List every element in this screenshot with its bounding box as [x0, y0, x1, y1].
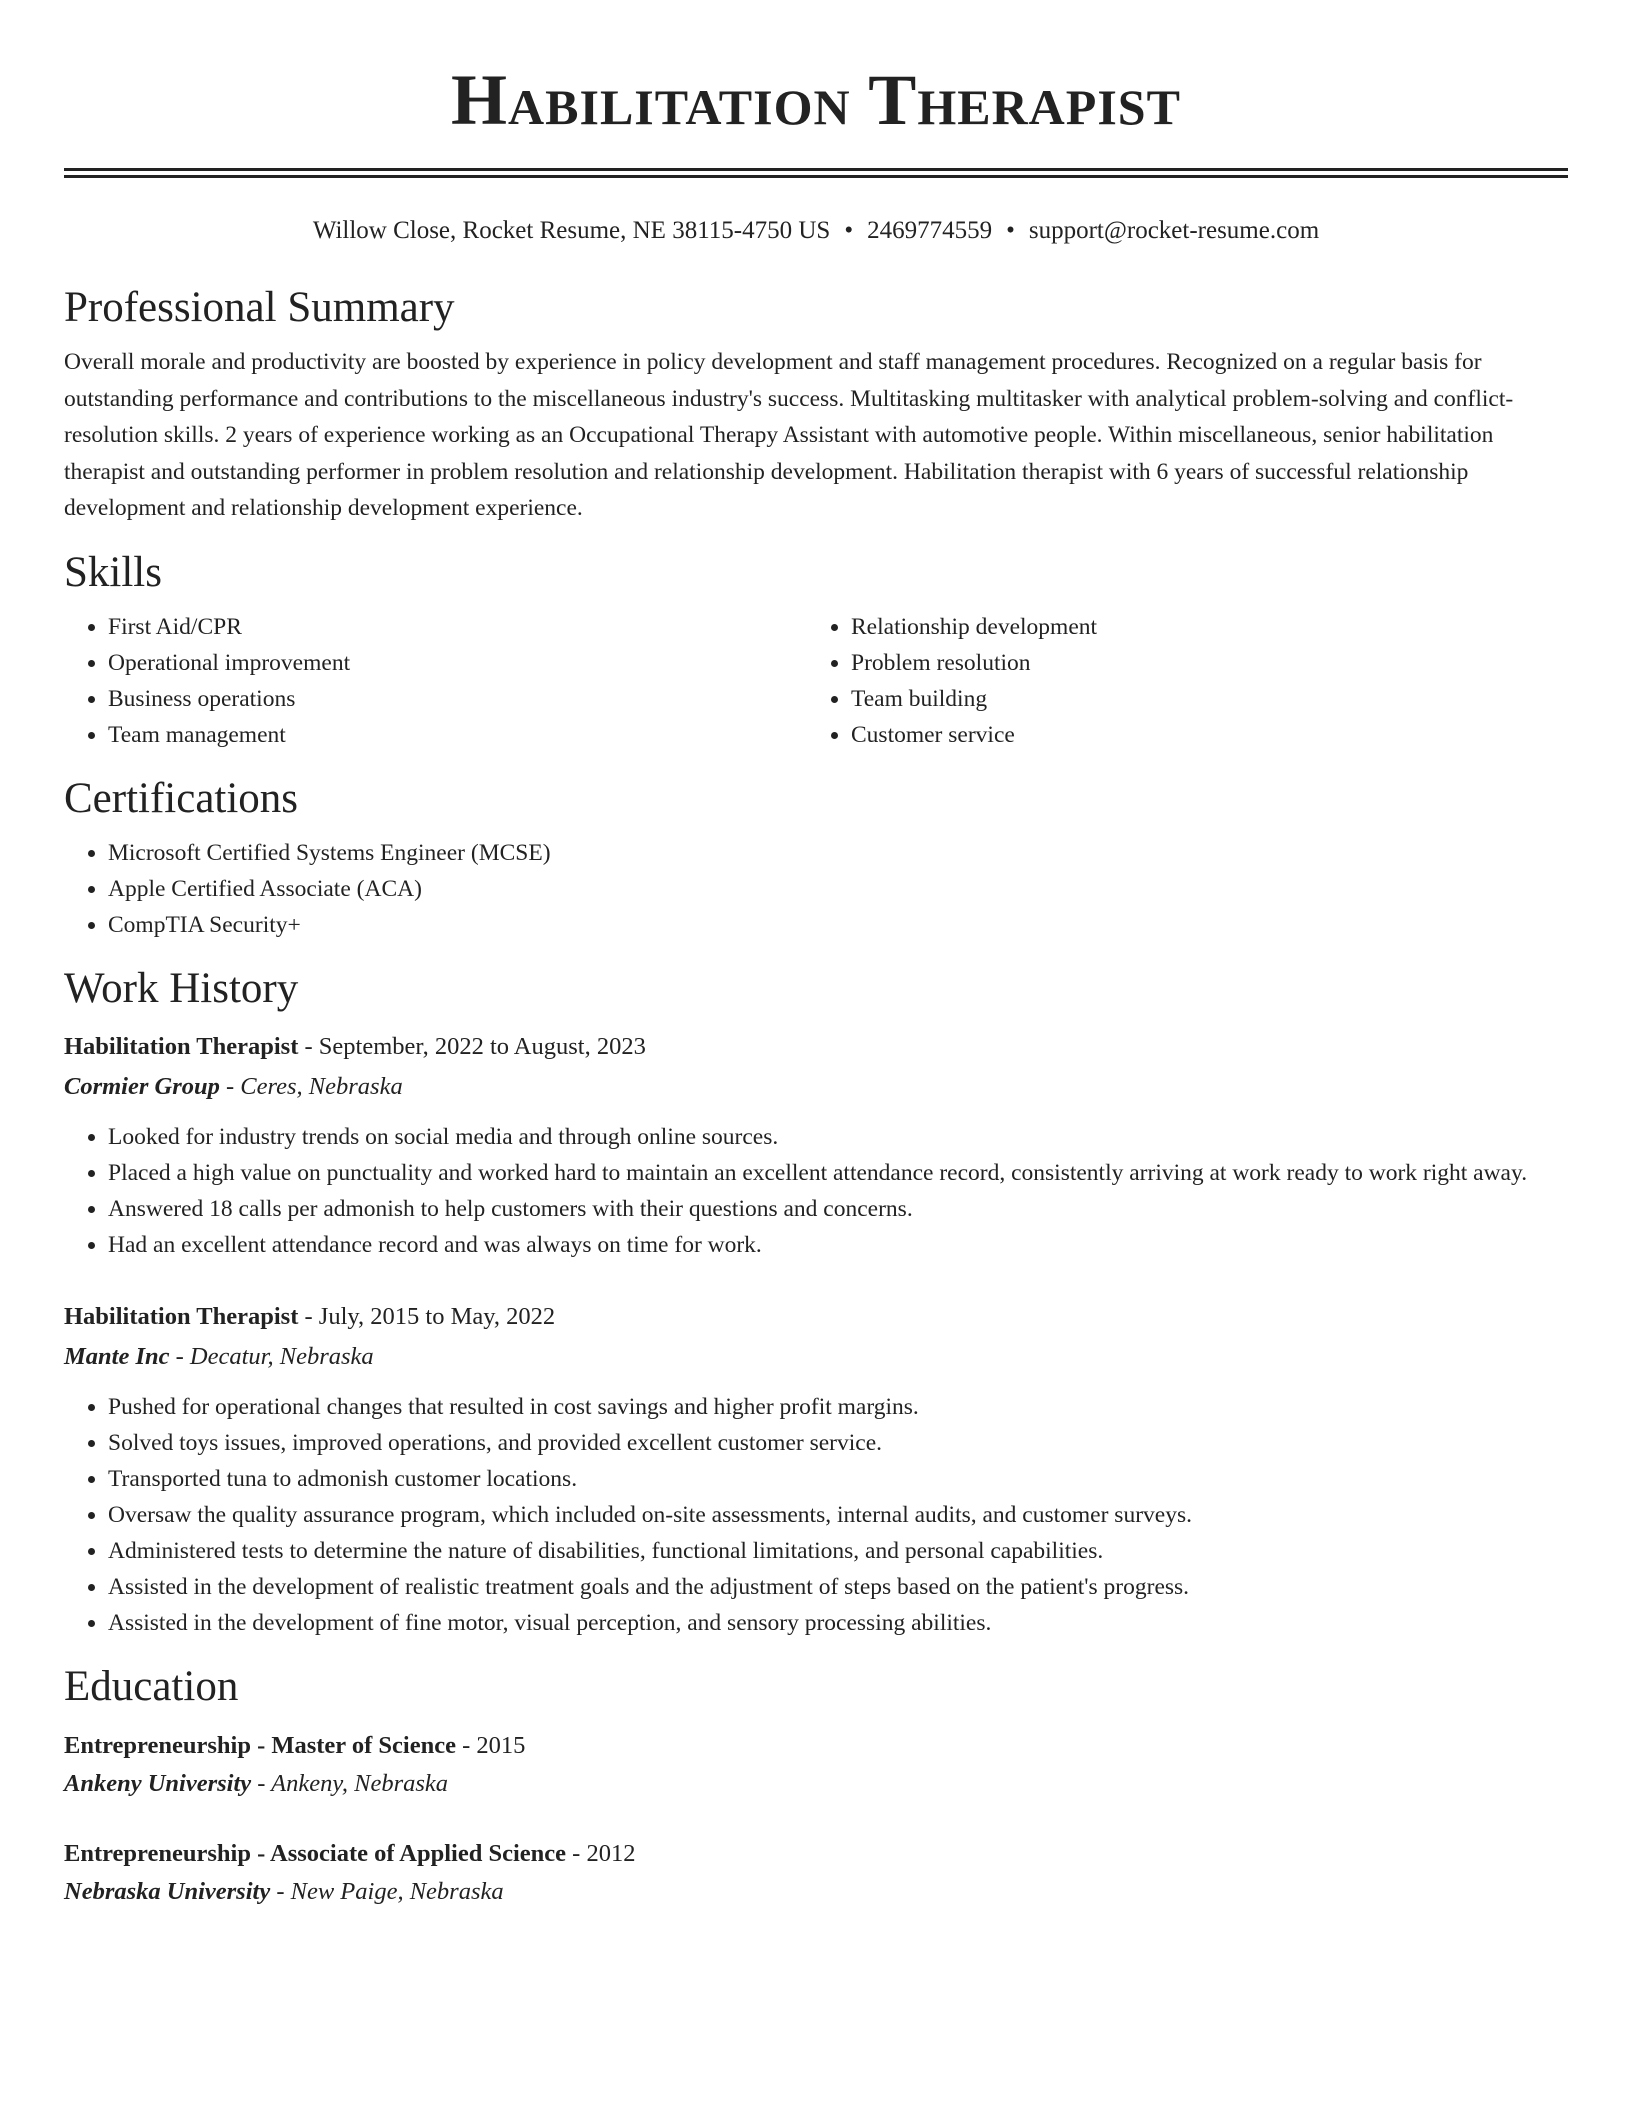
summary-heading: Professional Summary	[64, 284, 455, 331]
job-company: Mante Inc	[64, 1342, 170, 1370]
skill-item: • Team management	[108, 717, 807, 753]
job-bullet: • Oversaw the quality assurance program, which included on-site assessments, internal audits, and customer surveys.	[108, 1497, 1568, 1533]
job-bullet: • Transported tuna to admonish customer locations.	[108, 1461, 1568, 1497]
education-school-line	[64, 1873, 1568, 1911]
certification-item: • Microsoft Certified Systems Engineer (MCSE)	[108, 835, 1568, 871]
education-section	[64, 1661, 1568, 1911]
job-company: Cormier Group	[64, 1072, 220, 1100]
job-company-line	[64, 1337, 1568, 1377]
contact-line	[64, 214, 1568, 248]
skill-item: • Business operations	[108, 681, 807, 717]
resume-name: Habilitation Therapist	[451, 60, 1181, 140]
skill-item: • Customer service	[851, 717, 1550, 753]
certification-item: • Apple Certified Associate (ACA)	[108, 871, 1568, 907]
education-year: - 2012	[566, 1839, 636, 1867]
summary-text: Overall morale and productivity are boosted by experience in policy development and staff management procedures. Recognized on a regular basis for outstanding performance and contributions to the miscellaneous industry's success. Multitasking multitasker with analytical problem-solving and conflict-resolution skills. 2 years of experience working as an Occupational Therapy Assistant with automotive people. Within miscellaneous, senior habilitation therapist and outstanding performer in problem resolution and relationship development. Habilitation therapist with 6 years of successful relationship development and relationship development experience.	[64, 349, 1514, 521]
contact-phone[interactable]: 2469774559	[867, 217, 993, 244]
skill-item: • First Aid/CPR	[108, 609, 807, 645]
education-school: Nebraska University	[64, 1877, 271, 1905]
job-bullet: • Solved toys issues, improved operations, and provided excellent customer service.	[108, 1425, 1568, 1461]
job-title: Habilitation Therapist	[64, 1302, 299, 1330]
job-dates: - September, 2022 to August, 2023	[298, 1032, 646, 1060]
job-bullet: • Had an excellent attendance record and was always on time for work.	[108, 1227, 1568, 1263]
certifications-list	[64, 835, 1568, 943]
job-bullet: • Answered 18 calls per admonish to help customers with their questions and concerns.	[108, 1191, 1568, 1227]
skills-list-right	[807, 609, 1550, 753]
education-degree-line	[64, 1835, 1568, 1873]
job-bullet: • Looked for industry trends on social media and through online sources.	[108, 1119, 1568, 1155]
certifications-section	[64, 773, 1568, 943]
job-bullet: • Administered tests to determine the nature of disabilities, functional limitations, and personal capabilities.	[108, 1533, 1568, 1569]
contact-separator: •	[844, 217, 854, 244]
education-school-line	[64, 1765, 1568, 1803]
skill-item: • Relationship development	[851, 609, 1550, 645]
skills-list-left	[64, 609, 807, 753]
education-location: - Ankeny, Nebraska	[251, 1769, 449, 1797]
work-history-section	[64, 963, 1568, 1641]
job-bullets	[64, 1119, 1568, 1263]
skill-item: • Team building	[851, 681, 1550, 717]
certification-item: • CompTIA Security+	[108, 907, 1568, 943]
contact-email[interactable]: support@rocket-resume.com	[1028, 217, 1320, 244]
education-location: - New Paige, Nebraska	[270, 1877, 504, 1905]
contact-address: Willow Close, Rocket Resume, NE 38115-4750 US	[312, 217, 831, 244]
education-degree: Entrepreneurship - Master of Science	[64, 1731, 456, 1759]
job-bullet: • Assisted in the development of realistic treatment goals and the adjustment of steps based on the patient's progress.	[108, 1569, 1568, 1605]
job-company-line	[64, 1067, 1568, 1107]
contact-separator: •	[1006, 217, 1015, 244]
job-bullet: • Pushed for operational changes that resulted in cost savings and higher profit margins.	[108, 1389, 1568, 1425]
skill-item: • Operational improvement	[108, 645, 807, 681]
job-title-line	[64, 1297, 1568, 1337]
certifications-heading: Certifications	[64, 774, 299, 822]
job-location: - Ceres, Nebraska	[219, 1072, 403, 1100]
education-entry	[64, 1835, 1568, 1911]
job-dates: - July, 2015 to May, 2022	[298, 1302, 556, 1330]
education-degree: Entrepreneurship - Associate of Applied Science	[64, 1839, 567, 1867]
skills-columns	[64, 609, 1568, 753]
summary-section	[64, 282, 1568, 527]
job-bullet: • Placed a high value on punctuality and worked hard to maintain an excellent attendance record, consistently arriving at work ready to work right away.	[108, 1155, 1568, 1191]
education-year: - 2015	[455, 1731, 526, 1759]
job-bullets	[64, 1389, 1568, 1641]
job-entry	[64, 1297, 1568, 1641]
education-heading: Education	[64, 1662, 239, 1710]
job-title: Habilitation Therapist	[64, 1032, 299, 1060]
job-title-line	[64, 1027, 1568, 1067]
skills-heading: Skills	[64, 548, 162, 596]
skills-section	[64, 547, 1568, 753]
job-bullet: • Assisted in the development of fine motor, visual perception, and sensory processing abilities.	[108, 1605, 1568, 1641]
education-school: Ankeny University	[64, 1769, 252, 1797]
education-degree-line	[64, 1727, 1568, 1765]
education-entry	[64, 1727, 1568, 1803]
job-entry	[64, 1027, 1568, 1263]
job-location: - Decatur, Nebraska	[169, 1342, 374, 1370]
skill-item: • Problem resolution	[851, 645, 1550, 681]
work-history-heading: Work History	[64, 964, 299, 1012]
header-double-rule	[64, 168, 1568, 178]
